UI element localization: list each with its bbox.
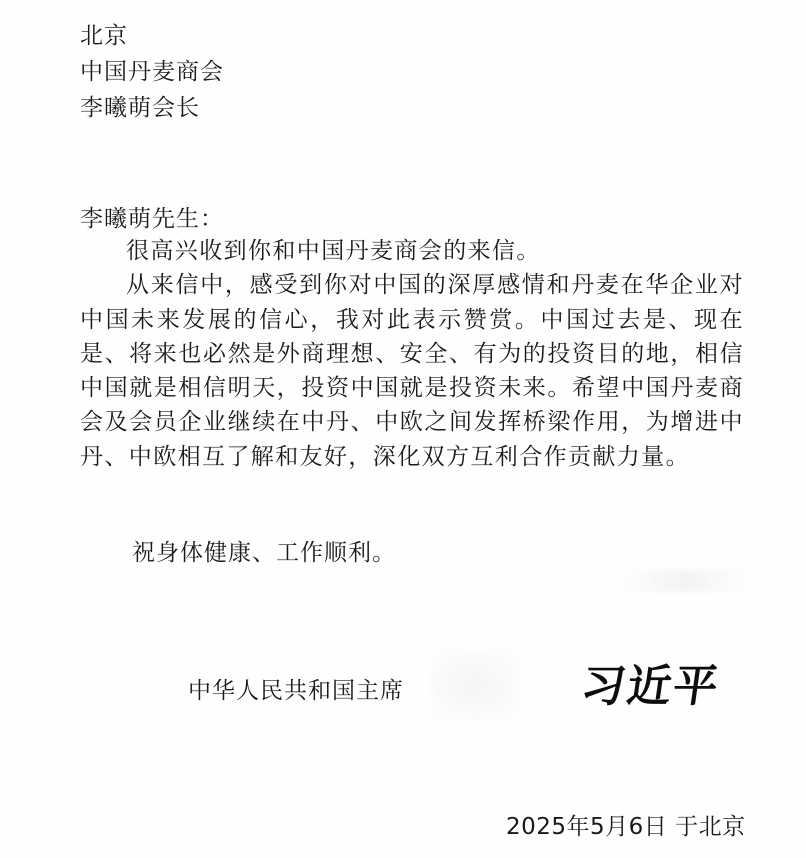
closing-wishes: 祝身体健康、工作顺利。	[132, 540, 396, 566]
paragraph-2: 从来信中，感受到你对中国的深厚感情和丹麦在华企业对中国未来发展的信心，我对此表示赞赏。中国过去是、现在是、将来也必然是外商理想、安全、有为的投资目的地，相信中国就是相信明天，投资中国就是投资未来。希望中国丹麦商会及会员企业继续在中丹、中欧之间发挥桥梁作用，为增进中丹、中欧相互了解和友好，深化双方互利合作贡献力量。	[80, 272, 744, 470]
recipient-organization: 中国丹麦商会	[80, 59, 224, 85]
handwritten-signature: 习近平	[577, 661, 723, 712]
salutation: 李曦萌先生：	[80, 206, 224, 232]
signer-title: 中华人民共和国主席	[188, 678, 404, 704]
recipient-name: 李曦萌会长	[80, 95, 200, 121]
faint-mark	[430, 650, 520, 720]
recipient-block	[80, 18, 224, 126]
paragraph-1: 很高兴收到你和中国丹麦商会的来信。	[126, 238, 541, 264]
faint-mark	[620, 570, 750, 592]
letter-body	[80, 234, 744, 474]
letter-date: 2025年5月6日 于北京	[506, 814, 746, 840]
recipient-city: 北京	[80, 23, 128, 49]
